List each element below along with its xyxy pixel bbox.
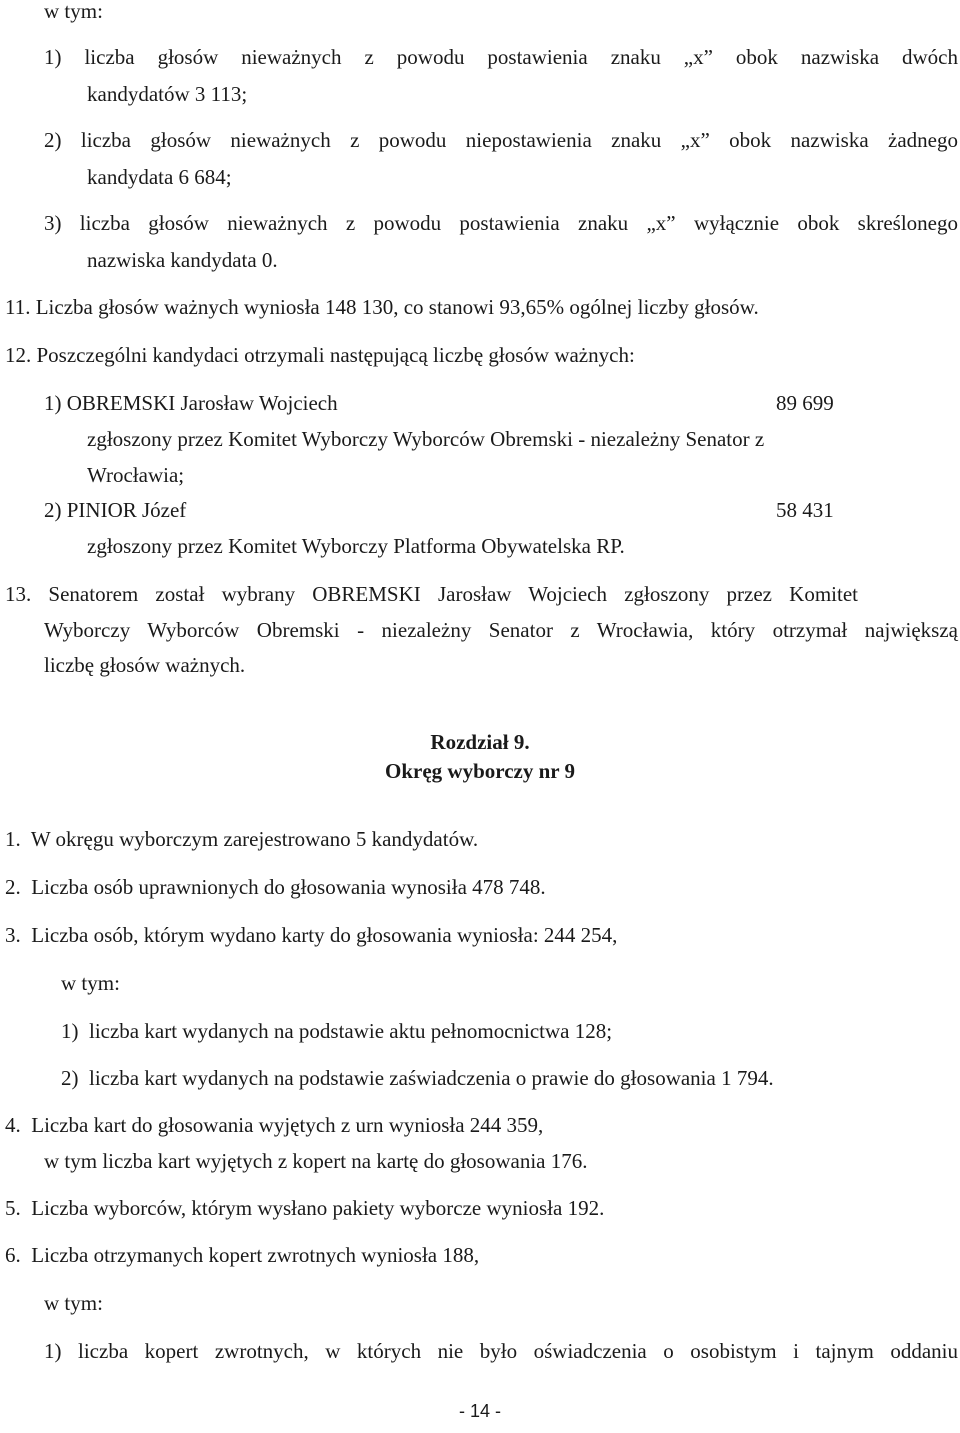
candidate-committee: Wrocławia; [87, 463, 185, 487]
text-line: Wyborczy Wyborców Obremski - niezależny Senator z Wrocławia, który otrzymał największą [44, 618, 958, 642]
text-line: 13. Senatorem został wybrany OBREMSKI Jarosław Wojciech zgłoszony przez Komitet [5, 582, 858, 606]
text-line: 3. Liczba osób, którym wydano karty do głosowania wyniosła: 244 254, [5, 923, 618, 947]
text-line: kandydatów 3 113; [87, 82, 248, 106]
candidate-votes: 58 431 [776, 498, 834, 522]
text-line: w tym liczba kart wyjętych z kopert na kartę do głosowania 176. [44, 1149, 588, 1173]
text-line: w tym: [61, 971, 120, 995]
text-line: w tym: [44, 0, 103, 23]
text-line: kandydata 6 684; [87, 165, 232, 189]
text-line: 1) liczba kopert zwrotnych, w których nie było oświadczenia o osobistym i tajnym oddaniu [44, 1339, 958, 1363]
text-line: nazwiska kandydata 0. [87, 248, 278, 272]
page-number: - 14 - [458, 1401, 501, 1421]
text-line: 1) liczba kart wydanych na podstawie aktu pełnomocnictwa 128; [61, 1019, 613, 1043]
text-line: 1) liczba głosów nieważnych z powodu postawienia znaku „x” obok nazwiska dwóch [44, 45, 958, 69]
text-line: 2) liczba głosów nieważnych z powodu niepostawienia znaku „x” obok nazwiska żadnego [44, 128, 958, 152]
candidate-name: 2) PINIOR Józef [44, 498, 187, 522]
candidate-committee: zgłoszony przez Komitet Wyborczy Wyborców Obremski - niezależny Senator z [87, 427, 765, 451]
district-heading: Okręg wyborczy nr 9 [385, 759, 575, 783]
text-line: 6. Liczba otrzymanych kopert zwrotnych wyniosła 188, [5, 1243, 480, 1267]
text-line: liczbę głosów ważnych. [44, 653, 246, 677]
text-line: 3) liczba głosów nieważnych z powodu postawienia znaku „x” wyłącznie obok skreślonego [44, 211, 958, 235]
text-line: 1. W okręgu wyborczym zarejestrowano 5 kandydatów. [5, 827, 479, 851]
text-line: 2) liczba kart wydanych na podstawie zaświadczenia o prawie do głosowania 1 794. [61, 1066, 774, 1090]
candidate-votes: 89 699 [776, 391, 834, 415]
text-line: w tym: [44, 1291, 103, 1315]
text-line: 12. Poszczególni kandydaci otrzymali następującą liczbę głosów ważnych: [5, 343, 635, 367]
candidate-committee: zgłoszony przez Komitet Wyborczy Platforma Obywatelska RP. [87, 534, 625, 558]
chapter-heading: Rozdział 9. [430, 730, 530, 754]
text-line: 11. Liczba głosów ważnych wyniosła 148 130, co stanowi 93,65% ogólnej liczby głosów. [5, 295, 759, 319]
text-line: 5. Liczba wyborców, którym wysłano pakiety wyborcze wyniosła 192. [5, 1196, 605, 1220]
text-line: 2. Liczba osób uprawnionych do głosowania wynosiła 478 748. [5, 875, 546, 899]
candidate-name: 1) OBREMSKI Jarosław Wojciech [44, 391, 338, 415]
text-line: 4. Liczba kart do głosowania wyjętych z urn wyniosła 244 359, [5, 1113, 544, 1137]
